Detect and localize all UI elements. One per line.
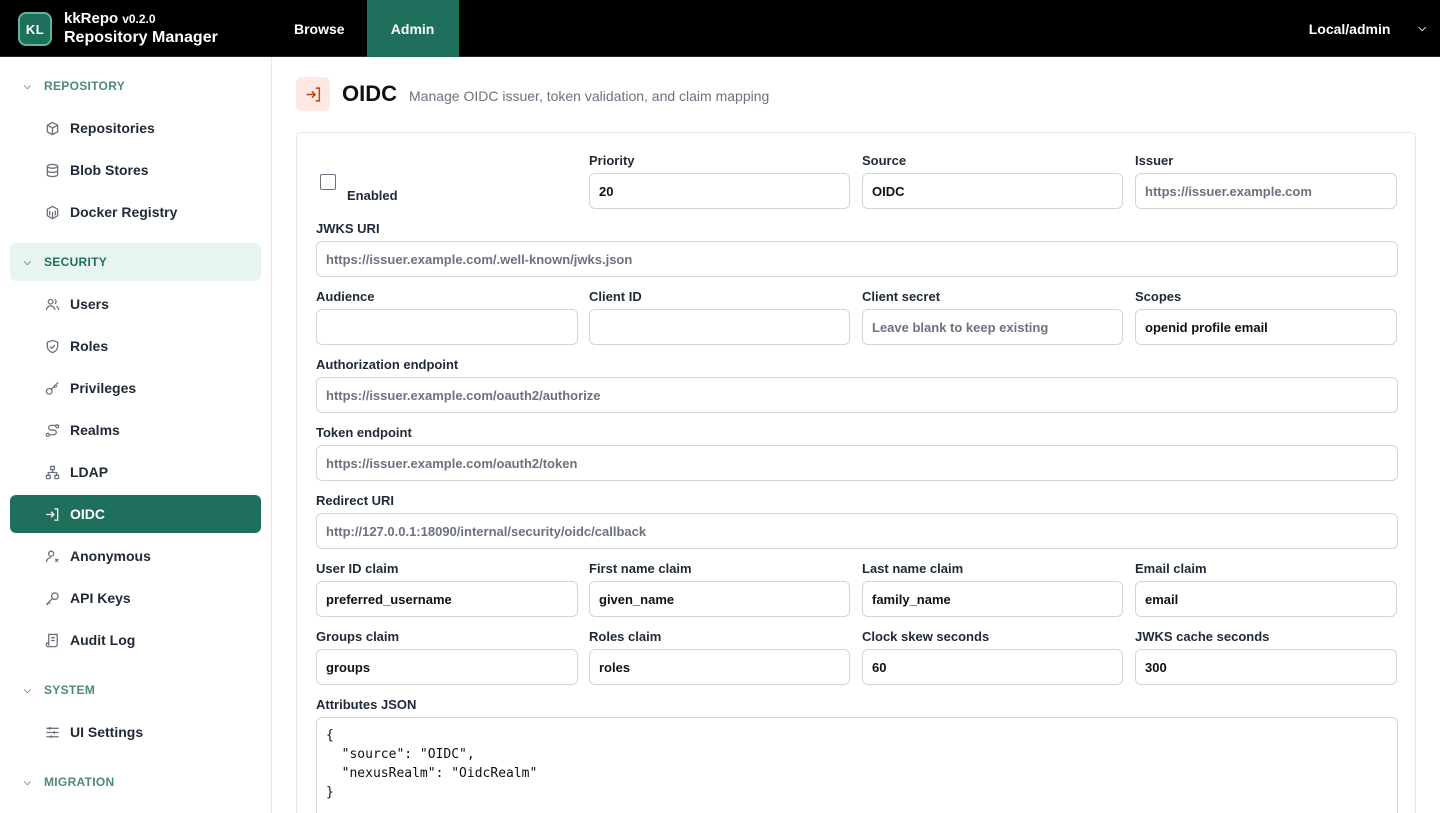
sidebar-item-realms[interactable]: Realms xyxy=(10,411,261,449)
client-secret-input[interactable] xyxy=(862,309,1123,345)
issuer-input[interactable] xyxy=(1135,173,1397,209)
jwks-cache-seconds-input[interactable] xyxy=(1135,649,1397,685)
chevron-down-icon: ⌵ xyxy=(24,684,32,695)
roles-claim-input[interactable] xyxy=(589,649,850,685)
chevron-down-icon: ⌵ xyxy=(24,776,32,787)
audience-input[interactable] xyxy=(316,309,578,345)
container-icon xyxy=(44,204,60,220)
route-icon xyxy=(44,422,60,438)
chevron-down-icon: ⌵ xyxy=(24,256,32,267)
page-title: OIDC xyxy=(342,81,397,106)
section-heading: SYSTEM xyxy=(44,683,96,697)
sidebar-section-system[interactable] xyxy=(10,671,261,709)
brand xyxy=(64,10,218,47)
nav-browse[interactable]: Browse xyxy=(294,20,345,37)
users-icon xyxy=(44,296,60,312)
jwks-uri-input[interactable] xyxy=(316,241,1398,277)
clock-skew-seconds-label: Clock skew seconds xyxy=(862,629,990,644)
redirect-uri-label: Redirect URI xyxy=(316,493,395,508)
attributes-json-textarea[interactable] xyxy=(316,717,1398,813)
token-endpoint-label: Token endpoint xyxy=(316,425,412,440)
groups-claim-input[interactable] xyxy=(316,649,578,685)
source-label: Source xyxy=(862,153,907,168)
first-name-claim-input[interactable] xyxy=(589,581,850,617)
network-icon xyxy=(44,464,60,480)
chevron-down-icon: ⌵ xyxy=(1418,23,1426,34)
scopes-input[interactable] xyxy=(1135,309,1397,345)
sidebar-item-audit-log[interactable]: Audit Log xyxy=(10,621,261,659)
client-secret-label: Client secret xyxy=(862,289,941,304)
sidebar-item-docker-registry[interactable]: Docker Registry xyxy=(10,193,261,231)
issuer-label: Issuer xyxy=(1135,153,1174,168)
roles-claim-label: Roles claim xyxy=(589,629,662,644)
key-round-icon xyxy=(44,590,60,606)
client-id-label: Client ID xyxy=(589,289,642,304)
app-version: v0.2.0 xyxy=(122,12,156,26)
app-logo[interactable]: KL xyxy=(18,12,52,46)
user-menu[interactable] xyxy=(1309,0,1426,57)
key-icon xyxy=(44,380,60,396)
sidebar xyxy=(0,57,272,813)
sidebar-item-users[interactable]: Users xyxy=(10,285,261,323)
sidebar-item-ldap[interactable]: LDAP xyxy=(10,453,261,491)
scroll-text-icon xyxy=(44,632,60,648)
top-bar xyxy=(0,0,1440,57)
authorization-endpoint-label: Authorization endpoint xyxy=(316,357,459,372)
jwks-uri-label: JWKS URI xyxy=(316,221,380,236)
section-heading: REPOSITORY xyxy=(44,79,126,93)
first-name-claim-label: First name claim xyxy=(589,561,692,576)
authorization-endpoint-input[interactable] xyxy=(316,377,1398,413)
user-id-claim-input[interactable] xyxy=(316,581,578,617)
sidebar-item-privileges[interactable]: Privileges xyxy=(10,369,261,407)
scopes-label: Scopes xyxy=(1135,289,1182,304)
user-id-claim-label: User ID claim xyxy=(316,561,399,576)
section-heading: MIGRATION xyxy=(44,775,115,789)
sidebar-section-migration[interactable] xyxy=(10,763,261,801)
user-name: Local/admin xyxy=(1308,20,1391,37)
redirect-uri-input[interactable] xyxy=(316,513,1398,549)
source-input[interactable] xyxy=(862,173,1123,209)
email-claim-input[interactable] xyxy=(1135,581,1397,617)
nav-admin[interactable]: Admin xyxy=(367,0,459,57)
token-endpoint-input[interactable] xyxy=(316,445,1398,481)
main-content xyxy=(272,57,1440,813)
last-name-claim-input[interactable] xyxy=(862,581,1123,617)
sliders-icon xyxy=(44,724,60,740)
app-subtitle: Repository Manager xyxy=(64,29,218,46)
sidebar-section-repository[interactable] xyxy=(10,67,261,105)
oidc-form xyxy=(296,132,1416,813)
sidebar-item-roles[interactable]: Roles xyxy=(10,327,261,365)
email-claim-label: Email claim xyxy=(1135,561,1207,576)
sidebar-item-api-keys[interactable]: API Keys xyxy=(10,579,261,617)
enabled-checkbox[interactable] xyxy=(320,174,336,190)
sidebar-item-anonymous[interactable]: Anonymous xyxy=(10,537,261,575)
sidebar-item-ui-settings[interactable]: UI Settings xyxy=(10,713,261,751)
enabled-label: Enabled xyxy=(347,188,398,203)
sidebar-item-blob-stores[interactable]: Blob Stores xyxy=(10,151,261,189)
app-name: kkRepo xyxy=(64,10,119,27)
clock-skew-seconds-input[interactable] xyxy=(862,649,1123,685)
chevron-down-icon: ⌵ xyxy=(24,80,32,91)
log-in-icon xyxy=(44,506,60,522)
last-name-claim-label: Last name claim xyxy=(862,561,964,576)
log-in-icon xyxy=(296,77,330,111)
sidebar-section-security[interactable] xyxy=(10,243,261,281)
package-icon xyxy=(44,120,60,136)
sidebar-item-oidc[interactable]: OIDC xyxy=(10,495,261,533)
shield-icon xyxy=(44,338,60,354)
client-id-input[interactable] xyxy=(589,309,850,345)
user-x-icon xyxy=(44,548,60,564)
attributes-json-label: Attributes JSON xyxy=(316,697,417,712)
section-heading: SECURITY xyxy=(44,255,108,269)
page-description: Manage OIDC issuer, token validation, and claim mapping xyxy=(409,88,770,104)
priority-input[interactable] xyxy=(589,173,850,209)
priority-label: Priority xyxy=(589,153,635,168)
audience-label: Audience xyxy=(316,289,375,304)
sidebar-item-repositories[interactable]: Repositories xyxy=(10,109,261,147)
database-icon xyxy=(44,162,60,178)
groups-claim-label: Groups claim xyxy=(316,629,400,644)
main-nav xyxy=(272,0,459,57)
jwks-cache-seconds-label: JWKS cache seconds xyxy=(1135,629,1270,644)
